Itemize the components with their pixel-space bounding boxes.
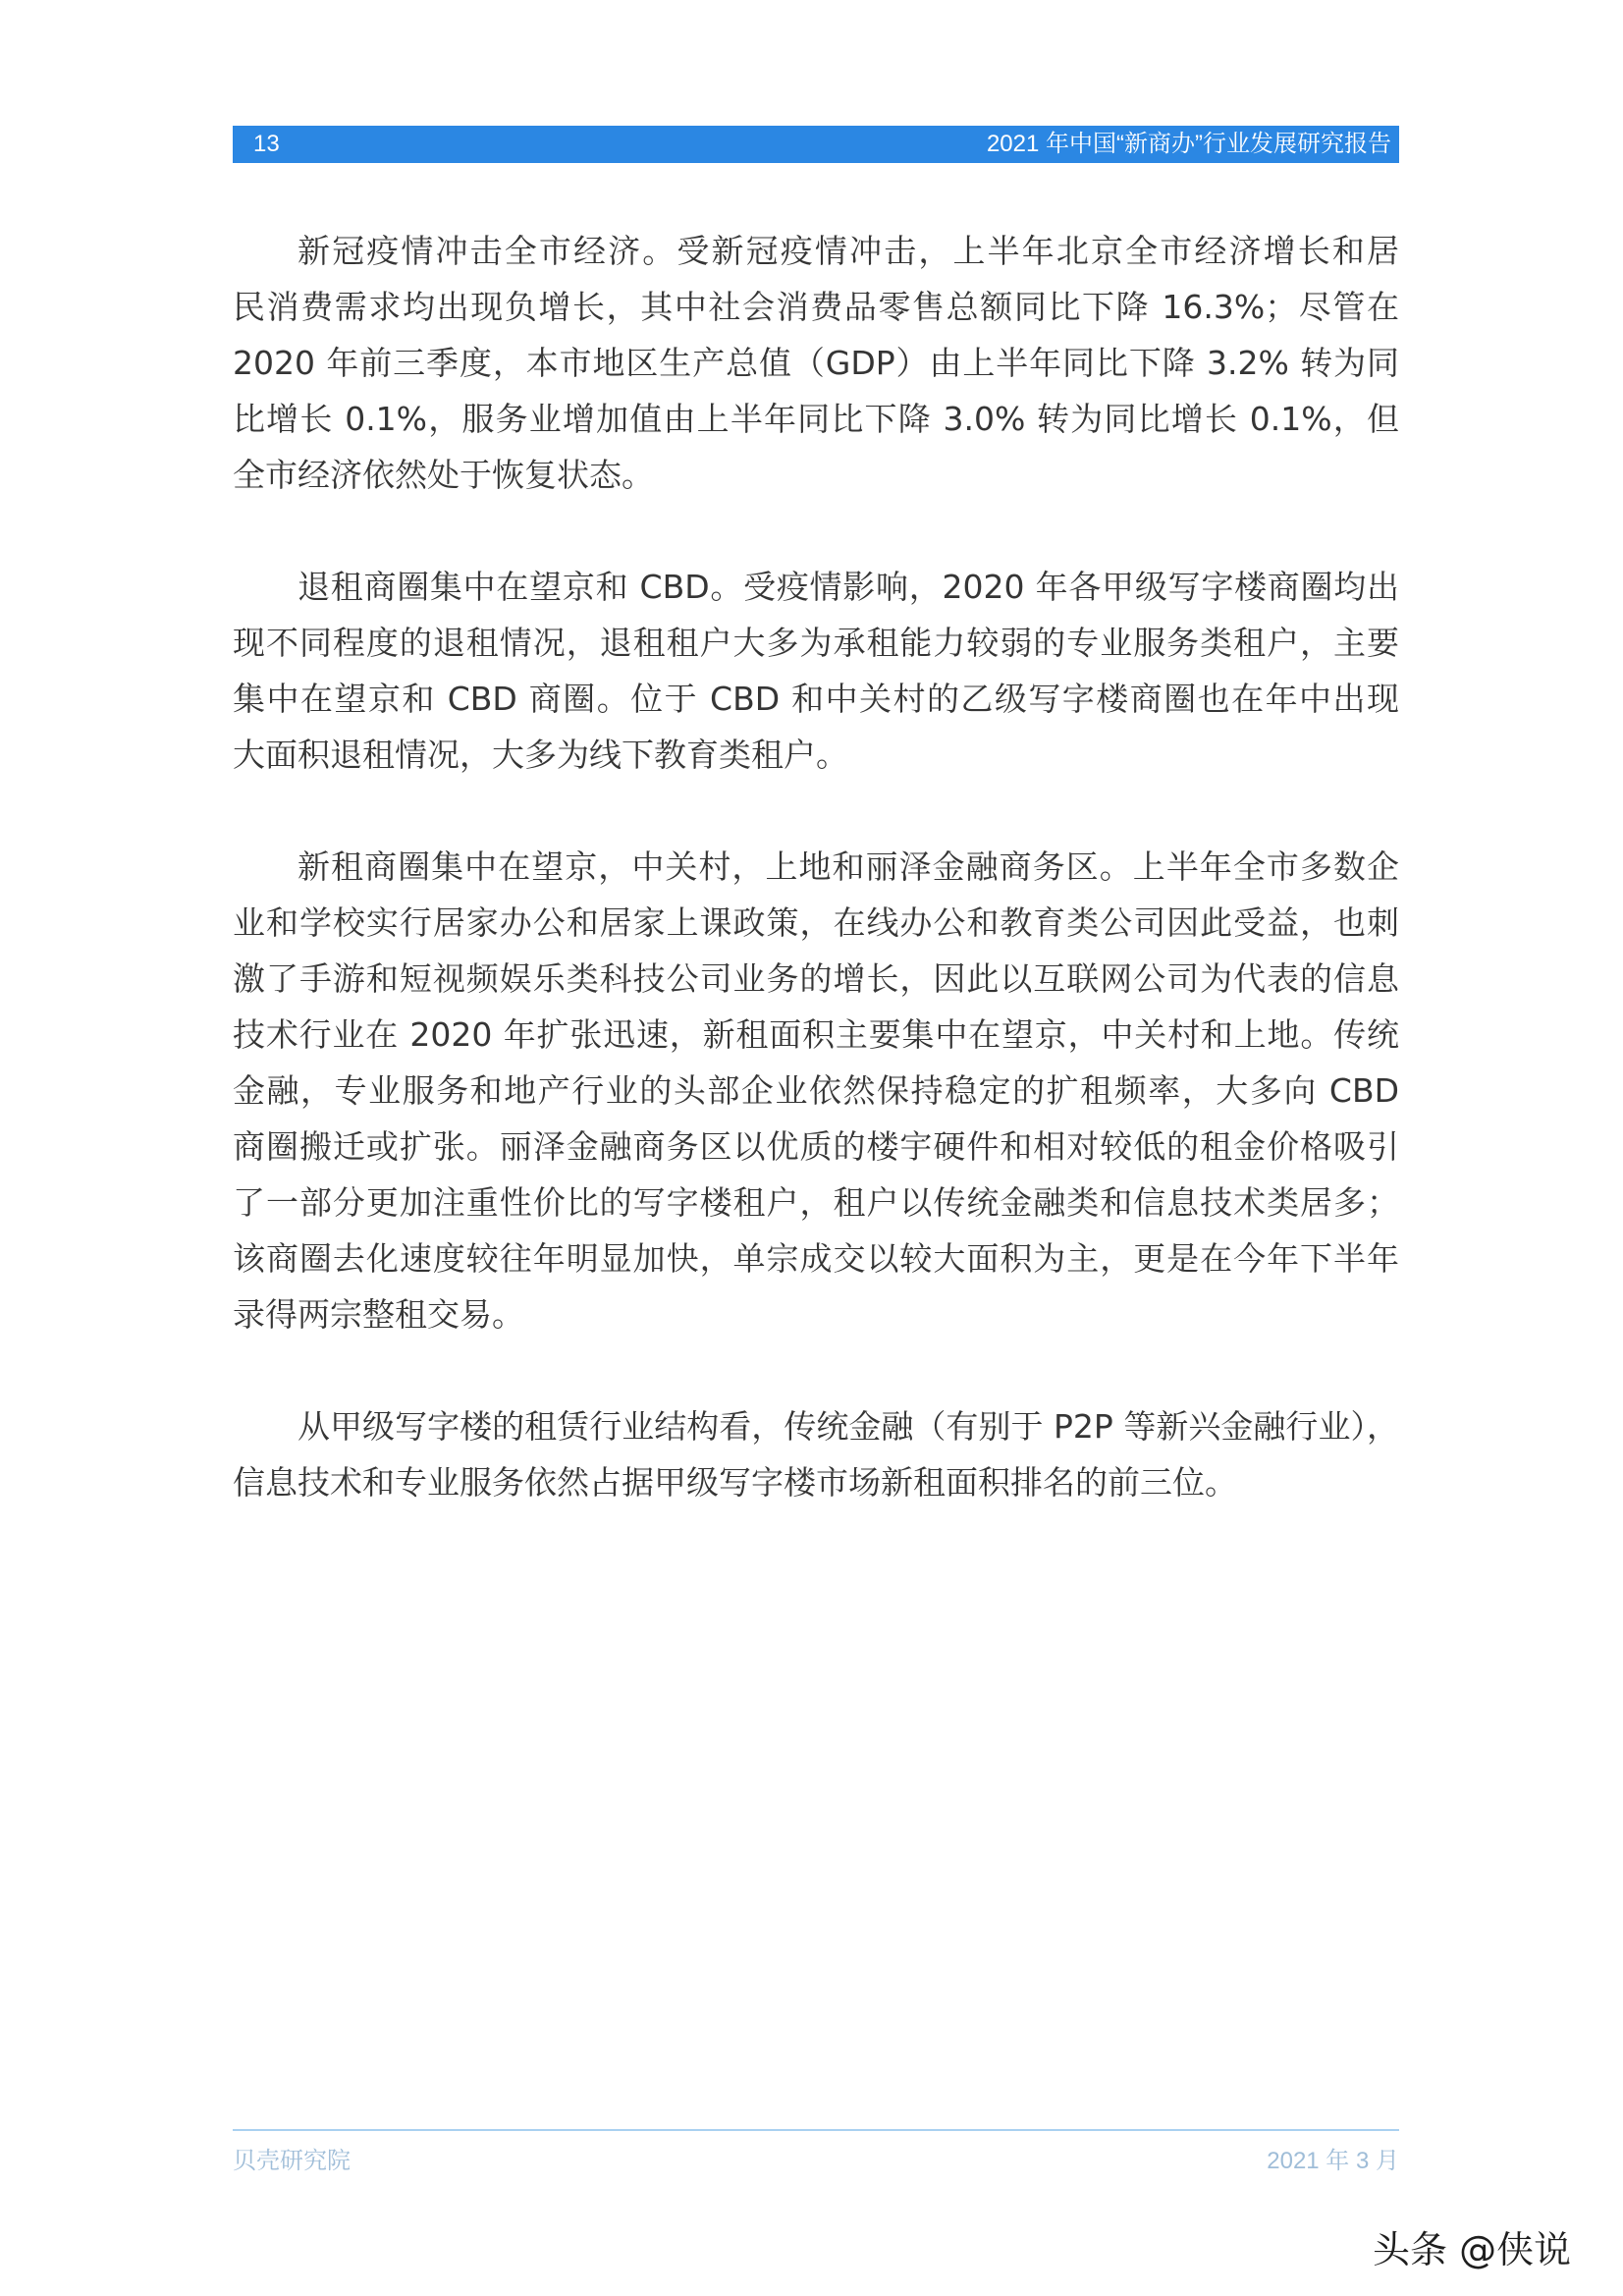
paragraph (233, 1398, 1399, 1510)
paragraph-line: 全市经济依然处于恢复状态。 (233, 456, 654, 494)
paragraph-line: 商圈搬迁或扩张。丽泽金融商务区以优质的楼宇硬件和相对较低的租金价格吸引 (233, 1127, 1399, 1166)
paragraph-line: 激了手游和短视频娱乐类科技公司业务的增长，因此以互联网公司为代表的信息 (233, 959, 1399, 998)
body-text (233, 223, 1399, 1566)
paragraph (233, 839, 1399, 1342)
paragraph-line: 退租商圈集中在望京和 CBD。受疫情影响，2020 年各甲级写字楼商圈均出 (298, 568, 1399, 606)
paragraph-line: 金融，专业服务和地产行业的头部企业依然保持稳定的扩租频率，大多向 CBD (233, 1071, 1399, 1110)
paragraph-line: 了一部分更加注重性价比的写字楼租户，租户以传统金融类和信息技术类居多； (233, 1183, 1399, 1222)
report-title: 2021 年中国“新商办”行业发展研究报告 (986, 131, 1391, 157)
paragraph (233, 223, 1399, 503)
paragraph-line: 新租商圈集中在望京，中关村，上地和丽泽金融商务区。上半年全市多数企 (298, 847, 1399, 886)
paragraph-line: 比增长 0.1%，服务业增加值由上半年同比下降 3.0% 转为同比增长 0.1%，但 (233, 400, 1399, 438)
paragraph-line: 信息技术和专业服务依然占据甲级写字楼市场新租面积排名的前三位。 (233, 1463, 1237, 1502)
page-number: 13 (253, 131, 280, 157)
paragraph-line: 录得两宗整租交易。 (233, 1295, 524, 1334)
paragraph-line: 集中在望京和 CBD 商圈。位于 CBD 和中关村的乙级写字楼商圈也在年中出现 (233, 680, 1399, 718)
paragraph-line: 新冠疫情冲击全市经济。受新冠疫情冲击，上半年北京全市经济增长和居 (298, 232, 1399, 270)
paragraph-line: 该商圈去化速度较往年明显加快，单宗成交以较大面积为主，更是在今年下半年 (233, 1239, 1399, 1278)
footer-divider (233, 2129, 1399, 2131)
footer-publisher: 贝壳研究院 (233, 2148, 351, 2174)
paragraph-line: 现不同程度的退租情况，退租租户大多为承租能力较弱的专业服务类租户，主要 (233, 624, 1399, 662)
paragraph-line: 业和学校实行居家办公和居家上课政策，在线办公和教育类公司因此受益，也刺 (233, 903, 1399, 942)
paragraph-line: 民消费需求均出现负增长，其中社会消费品零售总额同比下降 16.3%；尽管在 (233, 288, 1399, 326)
watermark: 头条 @侠说 (1373, 2228, 1572, 2271)
paragraph-line: 大面积退租情况，大多为线下教育类租户。 (233, 736, 848, 774)
footer-date: 2021 年 3 月 (1267, 2148, 1399, 2174)
header-bar (233, 126, 1399, 163)
paragraph (233, 559, 1399, 783)
paragraph-line: 技术行业在 2020 年扩张迅速，新租面积主要集中在望京，中关村和上地。传统 (233, 1015, 1399, 1054)
paragraph-line: 2020 年前三季度，本市地区生产总值（GDP）由上半年同比下降 3.2% 转为同 (233, 344, 1399, 382)
paragraph-line: 从甲级写字楼的租赁行业结构看，传统金融（有别于 P2P 等新兴金融行业）， (298, 1407, 1399, 1446)
